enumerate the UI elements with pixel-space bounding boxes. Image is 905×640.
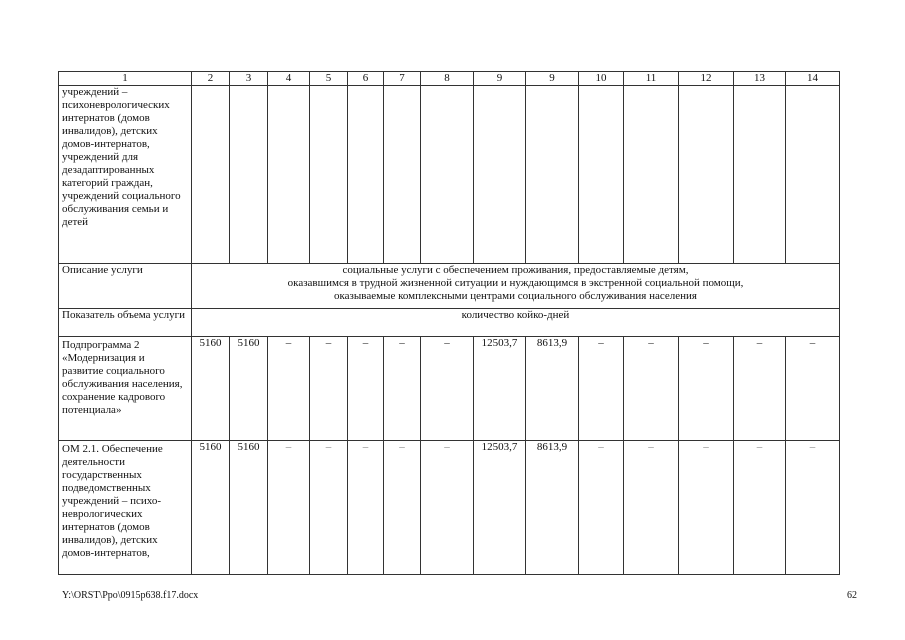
empty-cell: [348, 86, 384, 264]
header-row: [59, 72, 840, 86]
empty-cell: [786, 86, 840, 264]
value-cell: –: [421, 441, 474, 575]
service-description-line: оказываемые комплексными центрами социального обслуживания населения: [333, 290, 697, 302]
page-number: 62: [847, 590, 857, 601]
header-cell: 9: [474, 72, 526, 86]
header-cell: 7: [384, 72, 421, 86]
value-cell: –: [679, 441, 734, 575]
value-cell: –: [421, 337, 474, 441]
table-row-om: [59, 441, 840, 575]
header-cell: 8: [421, 72, 474, 86]
empty-cell: [579, 86, 624, 264]
row-label: учреждений – психоневрологических интернатов (домов инвалидов), детских домов-интернатов, учреждений для дезадаптированных категорий граждан, учреждений социального обслуживания семьи и детей: [59, 86, 192, 264]
value-cell: –: [786, 441, 840, 575]
value-cell: –: [579, 337, 624, 441]
empty-cell: [421, 86, 474, 264]
empty-cell: [474, 86, 526, 264]
service-description-line: оказавшимся в трудной жизненной ситуации и нуждающимся в экстренной социальной помощи,: [287, 277, 744, 289]
header-cell: 11: [624, 72, 679, 86]
service-description-line: социальные услуги с обеспечением проживания, предоставляемые детям,: [342, 264, 689, 276]
value-cell: –: [268, 337, 310, 441]
value-cell: –: [679, 337, 734, 441]
header-cell: 9: [526, 72, 579, 86]
empty-cell: [268, 86, 310, 264]
footer-file-path: Y:\ORST\Ppo\0915p638.f17.docx: [62, 590, 199, 601]
value-cell: –: [268, 441, 310, 575]
empty-cell: [734, 86, 786, 264]
service-description: [192, 264, 840, 309]
row-label: Подпрограмма 2 «Модернизация и развитие социального обслуживания населения, сохранение кадрового потенциала»: [59, 337, 192, 441]
value-cell: –: [384, 441, 421, 575]
header-cell: 4: [268, 72, 310, 86]
value-cell: –: [734, 337, 786, 441]
empty-cell: [384, 86, 421, 264]
header-cell: 1: [59, 72, 192, 86]
value-cell: 12503,7: [474, 337, 526, 441]
value-cell: –: [348, 337, 384, 441]
value-cell: 5160: [230, 337, 268, 441]
table-row-institutions: [59, 86, 840, 264]
value-cell: 5160: [192, 441, 230, 575]
value-cell: –: [348, 441, 384, 575]
row-label: Описание услуги: [59, 264, 192, 309]
value-cell: –: [384, 337, 421, 441]
value-cell: –: [310, 441, 348, 575]
value-cell: –: [734, 441, 786, 575]
header-cell: 12: [679, 72, 734, 86]
header-cell: 13: [734, 72, 786, 86]
empty-cell: [679, 86, 734, 264]
empty-cell: [230, 86, 268, 264]
volume-indicator: количество койко-дней: [192, 309, 840, 337]
empty-cell: [624, 86, 679, 264]
value-cell: –: [624, 441, 679, 575]
row-label: ОМ 2.1. Обеспечение деятельности государственных подведомственных учреждений – психо-неврологических интернатов (домов инвалидов), детских домов-интернатов,: [59, 441, 192, 575]
table-row-subprogram: [59, 337, 840, 441]
value-cell: –: [579, 441, 624, 575]
value-cell: –: [310, 337, 348, 441]
value-cell: 5160: [192, 337, 230, 441]
empty-cell: [526, 86, 579, 264]
value-cell: –: [786, 337, 840, 441]
header-cell: 2: [192, 72, 230, 86]
empty-cell: [192, 86, 230, 264]
value-cell: 12503,7: [474, 441, 526, 575]
table-row-volume-indicator: [59, 309, 840, 337]
header-cell: 6: [348, 72, 384, 86]
empty-cell: [310, 86, 348, 264]
document-table: [58, 71, 840, 575]
header-cell: 5: [310, 72, 348, 86]
header-cell: 10: [579, 72, 624, 86]
row-label: Показатель объема услуги: [59, 309, 192, 337]
value-cell: –: [624, 337, 679, 441]
header-cell: 14: [786, 72, 840, 86]
value-cell: 8613,9: [526, 337, 579, 441]
table-row-service-description: [59, 264, 840, 309]
header-cell: 3: [230, 72, 268, 86]
value-cell: 5160: [230, 441, 268, 575]
value-cell: 8613,9: [526, 441, 579, 575]
